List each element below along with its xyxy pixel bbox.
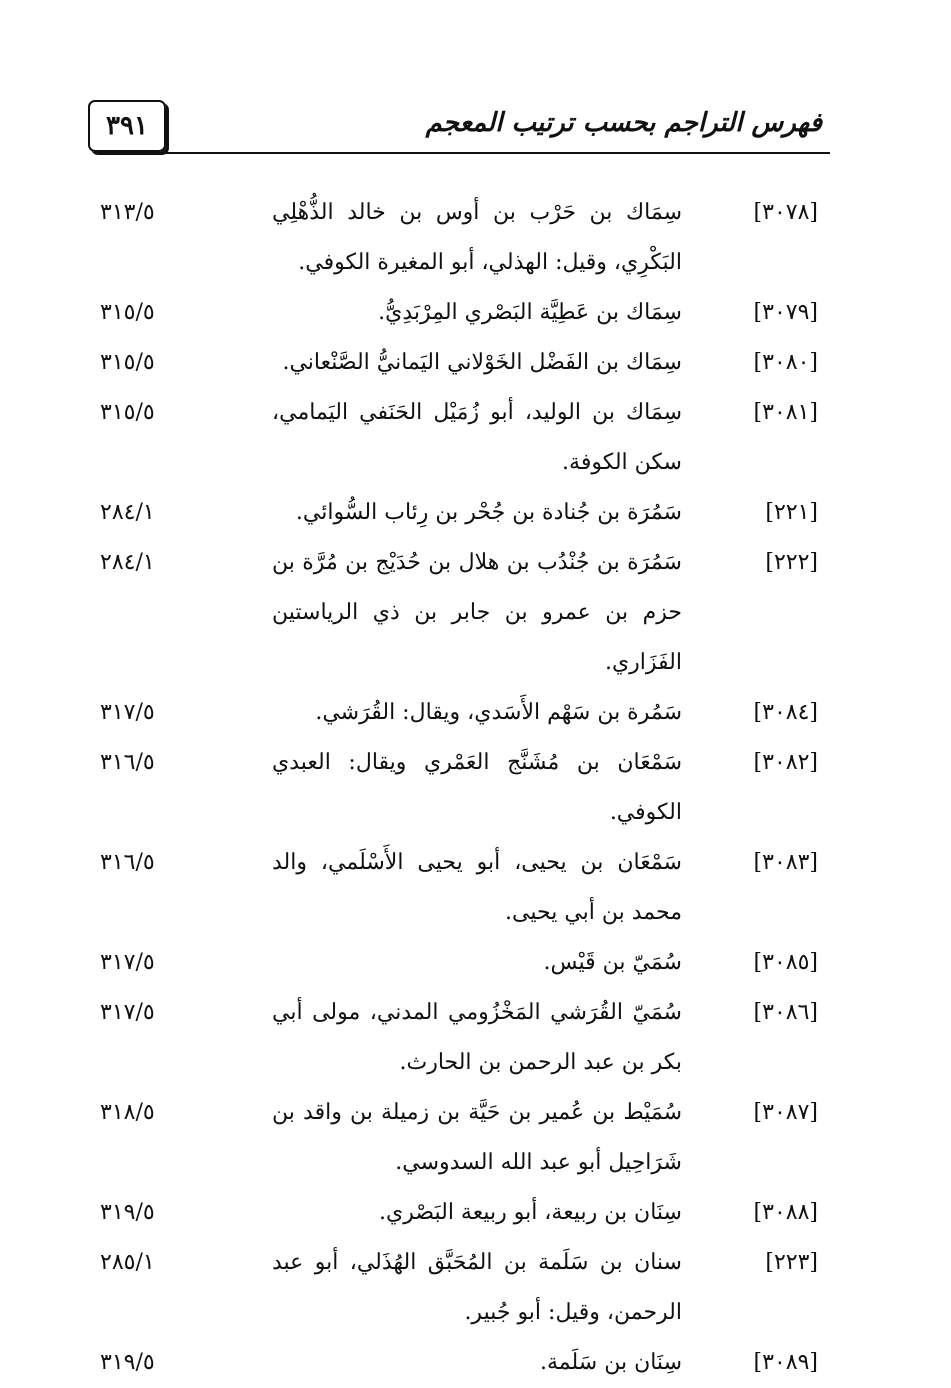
entry-text: سُمَيْط بن عُمير بن حَيَّة بن زميلة بن واقد بن شَرَاحِيل أبو عبد الله السدوسي. [272,1100,682,1175]
entry-ref: ٣١٣/٥ [100,200,155,225]
entry-id: [٣٠٧٨] [753,200,818,225]
entry-ref: ٢٨٤/١ [100,500,155,525]
entry-text: سُمَيّ القُرَشي المَخْزُومي المدني، مولى أبي بكر بن عبد الرحمن بن الحارث. [272,1000,682,1075]
entry-text: سِمَاك بن حَرْب بن أوس بن خالد الذُّهْلِي البَكْرِي، وقيل: الهذلي، أبو المغيرة الكوفي. [272,200,682,275]
entry-ref: ٣١٧/٥ [100,700,155,725]
entry-id: [٣٠٨٧] [753,1100,818,1125]
entry-text: سِنَان بن سَلَمة. [539,1350,682,1375]
entry-id: [٣٠٧٩] [753,300,818,325]
entry-ref: ٢٨٥/١ [100,1250,155,1275]
page-header [88,100,828,158]
entry-id: [٣٠٨١] [753,400,818,425]
header-rule [164,152,830,154]
entry-text: سَمْعَان بن مُشَنَّج العَمْري ويقال: العبدي الكوفي. [272,750,682,825]
entry [100,488,818,538]
entry-id: [٢٢١] [765,500,818,525]
entry [100,388,818,488]
entry-text: سُمَيّ بن قَيْس. [543,950,682,975]
entry [100,1088,818,1188]
entry-id: [٣٠٨٤] [753,700,818,725]
entry-id: [٣٠٨٠] [753,350,818,375]
entry-ref: ٣١٨/٥ [100,1100,155,1125]
entry-ref: ٢٨٤/١ [100,550,155,575]
page-number: ٣٩١ [88,100,166,152]
entry [100,738,818,838]
entry-text: سِنَان بن ربيعة، أبو ربيعة البَصْري. [379,1200,682,1225]
entry-ref: ٣١٥/٥ [100,400,155,425]
entry-ref: ٣١٥/٥ [100,350,155,375]
entry-text: سَمُرَة بن جُنْدُب بن هلال بن حُدَيْج بن مُرَّة بن حزم بن عمرو بن جابر بن ذي الرياستين الفَزَاري. [272,550,682,675]
entry [100,688,818,738]
entry-text: سِمَاك بن عَطِيَّة البَصْري المِرْبَدِيُّ. [378,300,682,325]
entry [100,1338,818,1388]
entry-id: [٣٠٨٨] [753,1200,818,1225]
entry-ref: ٣١٩/٥ [100,1350,155,1375]
entry [100,1238,818,1338]
entry-ref: ٣١٥/٥ [100,300,155,325]
entry-id: [٣٠٨٥] [753,950,818,975]
entry-ref: ٣١٦/٥ [100,750,155,775]
entry-text: سَمْعَان بن يحيى، أبو يحيى الأَسْلَمي، والد محمد بن أبي يحيى. [272,850,682,925]
entry-ref: ٣١٩/٥ [100,1200,155,1225]
entry-id: [٣٠٨٣] [753,850,818,875]
entry-id: [٣٠٨٢] [753,750,818,775]
entry-text: سَمُرة بن سَهْم الأَسَدي، ويقال: القُرَشي. [315,700,682,725]
entry [100,938,818,988]
entries-list [100,188,818,1388]
entry [100,538,818,688]
entry-text: سنان بن سَلَمة بن المُحَبَّق الهُذَلي، أبو عبد الرحمن، وقيل: أبو جُبير. [272,1250,682,1325]
entry [100,288,818,338]
entry-id: [٢٢٣] [765,1250,818,1275]
entry-text: سَمُرَة بن جُنادة بن جُحْر بن رِئاب السُّوائي. [295,500,682,525]
entry [100,988,818,1088]
entry-ref: ٣١٧/٥ [100,1000,155,1025]
entry [100,838,818,938]
entry-text: سِمَاك بن الفَضْل الخَوْلاني اليَمانيُّ الصَّنْعاني. [282,350,682,375]
entry-id: [٢٢٢] [765,550,818,575]
entry-id: [٣٠٨٩] [753,1350,818,1375]
entry-ref: ٣١٦/٥ [100,850,155,875]
entry-text: سِمَاك بن الوليد، أبو زُمَيْل الحَنَفي اليَمامي، سكن الكوفة. [272,400,682,475]
entry-ref: ٣١٧/٥ [100,950,155,975]
entry [100,188,818,288]
entry [100,338,818,388]
entry-id: [٣٠٨٦] [753,1000,818,1025]
entry [100,1188,818,1238]
running-title: فهرس التراجم بحسب ترتيب المعجم [425,108,822,138]
